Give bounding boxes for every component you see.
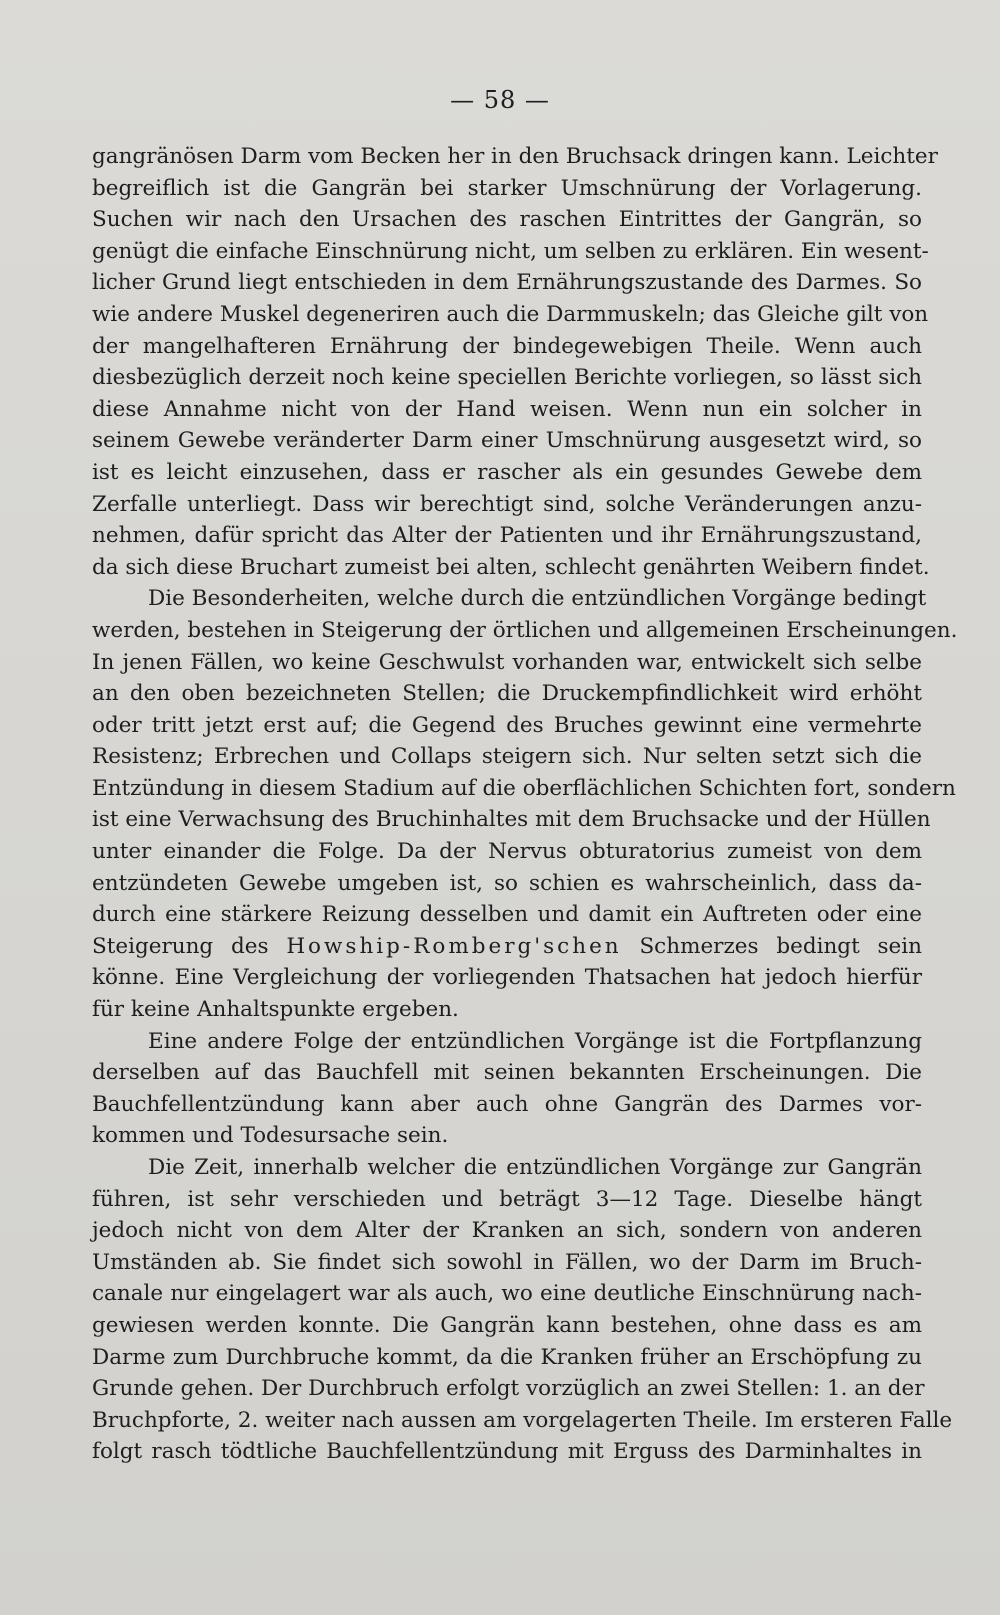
text-line: Resistenz; Erbrechen und Collaps steigern sich. Nur selten setzt sich die — [92, 744, 922, 770]
text-line: durch eine stärkere Reizung desselben und damit ein Auftreten oder eine — [92, 902, 922, 928]
body-text — [92, 141, 958, 1468]
text-line: diesbezüglich derzeit noch keine speciellen Berichte vorliegen, so lässt sich — [92, 365, 922, 391]
text-line: Entzündung in diesem Stadium auf die oberflächlichen Schichten fort, sondern — [92, 775, 956, 801]
text-line: Suchen wir nach den Ursachen des raschen Eintrittes der Gangrän, so — [92, 207, 922, 233]
text-line: Steigerung des Howship-Romberg'schen Schmerzes bedingt sein — [92, 933, 922, 959]
text-line: diese Annahme nicht von der Hand weisen. Wenn nun ein solcher in — [92, 396, 922, 422]
text-line: kommen und Todesursache sein. — [92, 1123, 449, 1149]
text-line: unter einander die Folge. Da der Nervus obturatorius zumeist von dem — [92, 839, 922, 865]
text-line: wie andere Muskel degeneriren auch die Darmmuskeln; das Gleiche gilt von — [92, 301, 929, 327]
text-line: ist eine Verwachsung des Bruchinhaltes mit dem Bruchsacke und der Hüllen — [92, 807, 931, 833]
text-line: derselben auf das Bauchfell mit seinen bekannten Erscheinungen. Die — [92, 1060, 922, 1086]
text-line: licher Grund liegt entschieden in dem Ernährungszustande des Darmes. So — [92, 270, 922, 296]
text-line: für keine Anhaltspunkte ergeben. — [92, 997, 459, 1023]
text-line: In jenen Fällen, wo keine Geschwulst vorhanden war, entwickelt sich selbe — [92, 649, 922, 675]
text-line: oder tritt jetzt erst auf; die Gegend des Bruches gewinnt eine vermehrte — [92, 712, 922, 738]
text-line: führen, ist sehr verschieden und beträgt 3—12 Tage. Dieselbe hängt — [92, 1186, 922, 1212]
text-line: Die Zeit, innerhalb welcher die entzündlichen Vorgänge zur Gangrän — [148, 1155, 922, 1180]
page-number: — 58 — — [450, 86, 550, 114]
text-line: Grunde gehen. Der Durchbruch erfolgt vorzüglich an zwei Stellen: 1. an der — [92, 1376, 925, 1402]
text-line: der mangelhafteren Ernährung der bindegewebigen Theile. Wenn auch — [92, 333, 922, 359]
text-line: gewiesen werden konnte. Die Gangrän kann bestehen, ohne dass es am — [92, 1312, 922, 1338]
text-line: folgt rasch tödtliche Bauchfellentzündung mit Erguss des Darminhaltes in — [92, 1439, 922, 1465]
text-line: genügt die einfache Einschnürung nicht, um selben zu erklären. Ein wesent- — [92, 238, 929, 264]
text-line: Darme zum Durchbruche kommt, da die Kranken früher an Erschöpfung zu — [92, 1344, 922, 1370]
text-line: Bruchpforte, 2. weiter nach aussen am vorgelagerten Theile. Im ersteren Falle — [92, 1407, 953, 1433]
text-line: canale nur eingelagert war als auch, wo eine deutliche Einschnürung nach- — [92, 1281, 922, 1307]
text-line: an den oben bezeichneten Stellen; die Druckempfindlichkeit wird erhöht — [92, 681, 922, 707]
text-line: Eine andere Folge der entzündlichen Vorgänge ist die Fortpflanzung — [148, 1028, 922, 1054]
text-line: werden, bestehen in Steigerung der örtlichen und allgemeinen Erscheinungen. — [92, 617, 958, 643]
text-line: Die Besonderheiten, welche durch die entzündlichen Vorgänge bedingt — [148, 586, 927, 612]
text-line: nehmen, dafür spricht das Alter der Patienten und ihr Ernährungszustand, — [92, 523, 922, 549]
text-line: da sich diese Bruchart zumeist bei alten, schlecht genährten Weibern findet. — [92, 554, 930, 580]
text-line: begreiflich ist die Gangrän bei starker Umschnürung der Vorlagerung. — [92, 175, 922, 201]
text-line: jedoch nicht von dem Alter der Kranken an sich, sondern von anderen — [92, 1218, 922, 1244]
text-line: ist es leicht einzusehen, dass er rascher als ein gesundes Gewebe dem — [92, 459, 922, 485]
text-line: Zerfalle unterliegt. Dass wir berechtigt sind, solche Veränderungen anzu- — [92, 491, 922, 517]
text-line: Umständen ab. Sie findet sich sowohl in Fällen, wo der Darm im Bruch- — [92, 1249, 922, 1275]
text-line: könne. Eine Vergleichung der vorliegenden Thatsachen hat jedoch hierfür — [92, 965, 922, 991]
text-line: gangränösen Darm vom Becken her in den Bruchsack dringen kann. Leichter — [92, 144, 938, 169]
text-line: Bauchfellentzündung kann aber auch ohne Gangrän des Darmes vor- — [92, 1091, 922, 1117]
text-line: seinem Gewebe veränderter Darm einer Umschnürung ausgesetzt wird, so — [92, 428, 922, 454]
emphasized-name: Howship-Romberg'schen — [286, 933, 622, 959]
text-line: entzündeten Gewebe umgeben ist, so schien es wahrscheinlich, dass da- — [92, 870, 922, 896]
